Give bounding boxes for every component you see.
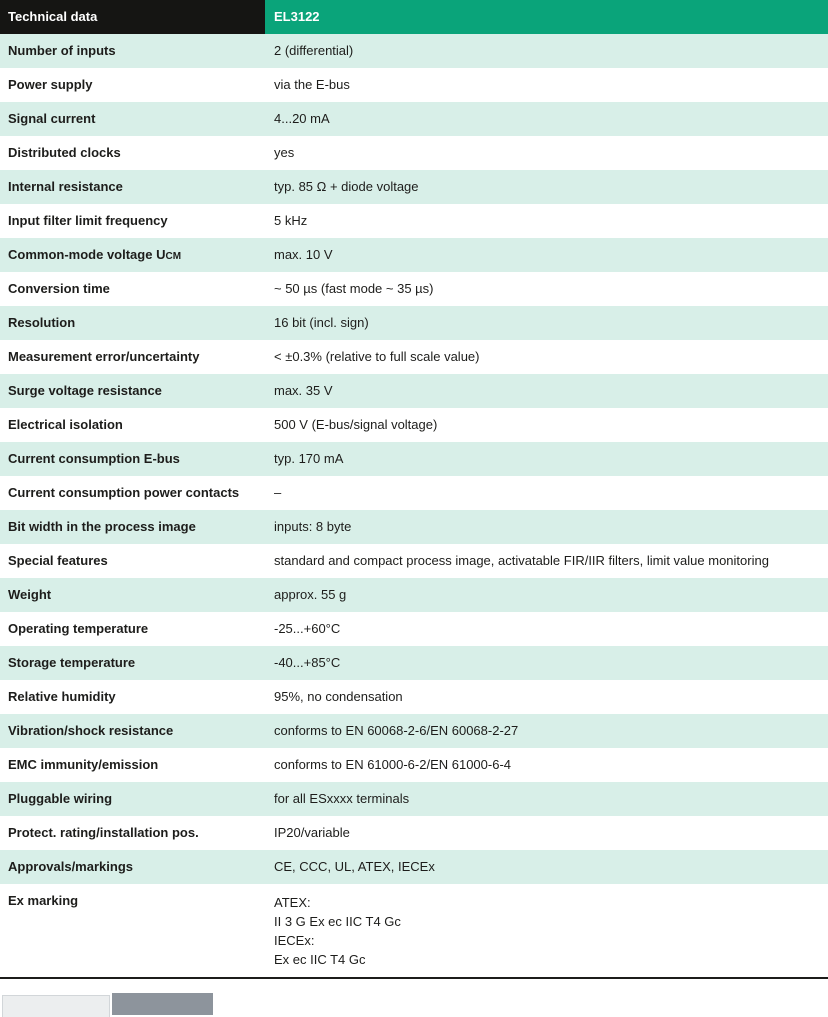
table-row — [0, 442, 828, 476]
table-row — [0, 646, 828, 680]
row-value: conforms to EN 60068-2-6/EN 60068-2-27 — [274, 723, 519, 739]
row-value: conforms to EN 61000-6-2/EN 61000-6-4 — [274, 757, 512, 773]
table-row — [0, 680, 828, 714]
row-value: < ±0.3% (relative to full scale value) — [274, 349, 480, 365]
row-value-line: IECEx: — [274, 933, 315, 948]
row-label: Electrical isolation — [8, 417, 123, 433]
row-label-subscript: CM — [165, 251, 182, 262]
row-label: Approvals/markings — [8, 859, 133, 875]
row-label: Special features — [8, 553, 108, 569]
row-value: typ. 85 Ω + diode voltage — [274, 179, 419, 195]
row-label: Number of inputs — [8, 43, 116, 59]
row-label: Weight — [8, 587, 52, 603]
row-value: max. 35 V — [274, 383, 333, 399]
row-value: via the E-bus — [274, 77, 350, 93]
table-row — [0, 714, 828, 748]
table-row — [0, 34, 828, 68]
row-label: Conversion time — [8, 281, 110, 297]
table-row — [0, 340, 828, 374]
table-header-row — [0, 0, 828, 34]
row-value: typ. 170 mA — [274, 451, 344, 467]
row-value: 5 kHz — [274, 213, 308, 229]
row-value-line: ATEX: — [274, 895, 311, 910]
row-label: Input filter limit frequency — [8, 213, 168, 229]
table-row — [0, 612, 828, 646]
row-label: Operating temperature — [8, 621, 149, 637]
row-value: 4...20 mA — [274, 111, 330, 127]
row-label: Relative humidity — [8, 689, 116, 705]
row-label: Power supply — [8, 77, 93, 93]
table-row — [0, 68, 828, 102]
table-row — [0, 578, 828, 612]
row-label: EMC immunity/emission — [8, 757, 159, 773]
row-value: 500 V (E-bus/signal voltage) — [274, 417, 438, 433]
row-value: for all ESxxxx terminals — [274, 791, 410, 807]
row-label: Pluggable wiring — [8, 791, 113, 807]
row-value: standard and compact process image, activatable FIR/IIR filters, limit value monitoring — [274, 553, 769, 569]
table-row — [0, 748, 828, 782]
row-label: Storage temperature — [8, 655, 136, 671]
row-label: Current consumption power contacts — [8, 485, 240, 501]
row-value: IP20/variable — [274, 825, 350, 841]
row-label: Distributed clocks — [8, 145, 121, 161]
table-bottom-border — [0, 977, 828, 979]
pager-tab-2[interactable] — [112, 993, 213, 1015]
row-value: -40...+85°C — [274, 655, 341, 671]
table-row — [0, 102, 828, 136]
row-label: Signal current — [8, 111, 96, 127]
row-value: max. 10 V — [274, 247, 333, 263]
table-row — [0, 850, 828, 884]
row-label: Current consumption E-bus — [8, 451, 180, 467]
row-label: Resolution — [8, 315, 76, 331]
table-row — [0, 476, 828, 510]
table-header-left: Technical data — [0, 0, 265, 34]
table-body — [0, 34, 828, 977]
row-label: Bit width in the process image — [8, 519, 196, 535]
table-row — [0, 884, 828, 977]
table-row — [0, 136, 828, 170]
row-value — [265, 893, 828, 969]
row-value: approx. 55 g — [274, 587, 347, 603]
row-value: – — [274, 485, 282, 501]
table-row — [0, 374, 828, 408]
row-value: 2 (differential) — [274, 43, 354, 59]
table-row — [0, 170, 828, 204]
table-row — [0, 306, 828, 340]
row-value: CE, CCC, UL, ATEX, IECEx — [274, 859, 435, 875]
row-label: Vibration/shock resistance — [8, 723, 174, 739]
table-row — [0, 238, 828, 272]
row-label: Common-mode voltage UCM — [8, 247, 182, 262]
row-label: Ex marking — [8, 893, 79, 908]
row-value: 95%, no condensation — [274, 689, 403, 705]
row-label: Measurement error/uncertainty — [8, 349, 200, 365]
table-row — [0, 782, 828, 816]
row-value: -25...+60°C — [274, 621, 341, 637]
row-value: inputs: 8 byte — [274, 519, 352, 535]
row-label: Internal resistance — [8, 179, 123, 195]
row-value: yes — [274, 145, 295, 161]
table-row — [0, 816, 828, 850]
row-value-line: Ex ec IIC T4 Gc — [274, 952, 366, 967]
table-row — [0, 272, 828, 306]
row-label: Surge voltage resistance — [8, 383, 162, 399]
pager-tab-1[interactable] — [2, 995, 110, 1017]
row-label: Protect. rating/installation pos. — [8, 825, 199, 841]
table-header-product: EL3122 — [265, 0, 828, 34]
row-value: 16 bit (incl. sign) — [274, 315, 369, 331]
row-value-line: II 3 G Ex ec IIC T4 Gc — [274, 914, 401, 929]
table-row — [0, 408, 828, 442]
row-value: ~ 50 µs (fast mode ~ 35 µs) — [274, 281, 434, 297]
table-row — [0, 204, 828, 238]
table-row — [0, 510, 828, 544]
table-row — [0, 544, 828, 578]
